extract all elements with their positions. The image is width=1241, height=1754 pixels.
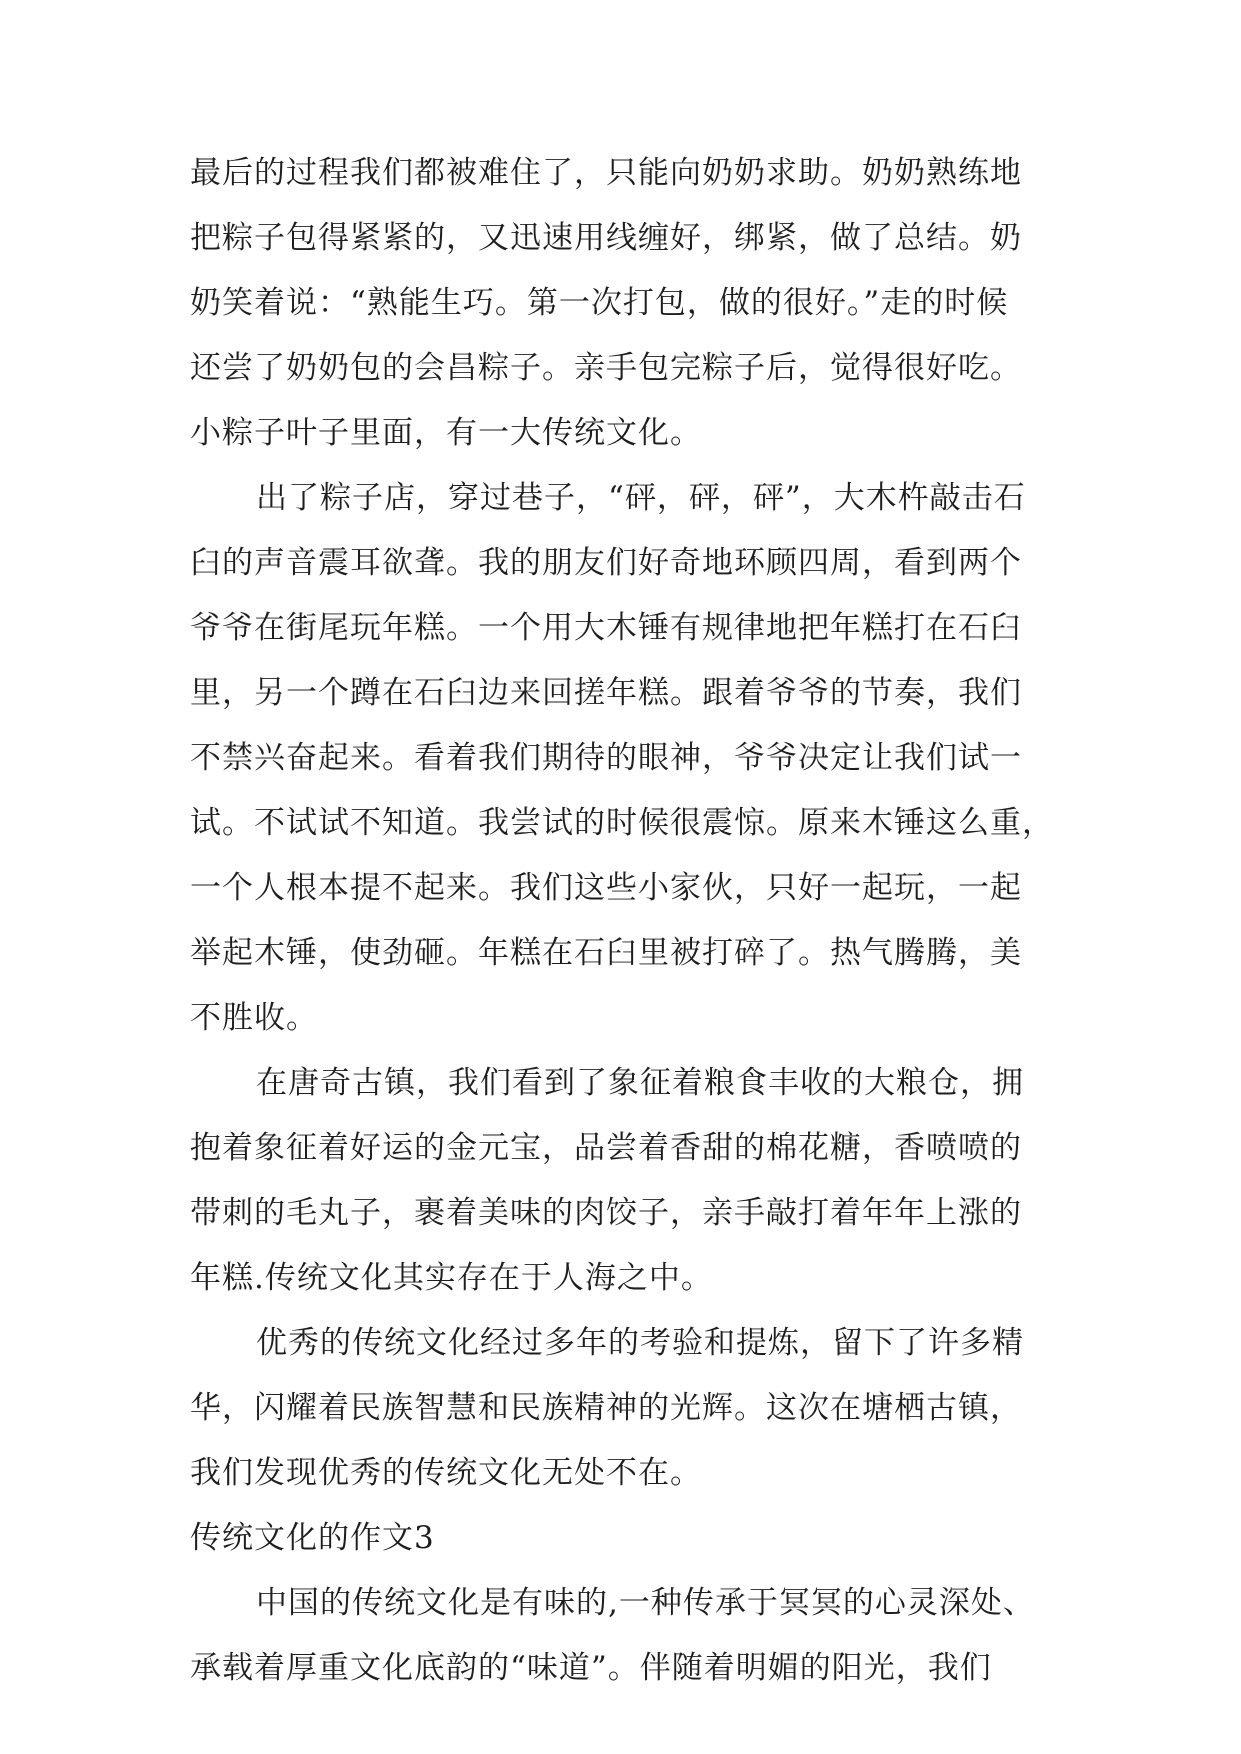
- text-line: 最后的过程我们都被难住了，只能向奶奶求助。奶奶熟练地: [190, 155, 1022, 191]
- text-line: 抱着象征着好运的金元宝，品尝着香甜的棉花糖，香喷喷的: [190, 1130, 1022, 1166]
- text-line: 举起木锤，使劲砸。年糕在石臼里被打碎了。热气腾腾，美: [190, 935, 1022, 971]
- text-line: 不胜收。: [190, 1000, 318, 1036]
- text-line: 一个人根本提不起来。我们这些小家伙，只好一起玩，一起: [190, 870, 1022, 906]
- text-line: 我们发现优秀的传统文化无处不在。: [190, 1455, 702, 1491]
- paragraph-first-line: 中国的传统文化是有味的,一种传承于冥冥的心灵深处、: [256, 1585, 1035, 1621]
- paragraph-first-line: 在唐奇古镇，我们看到了象征着粮食丰收的大粮仓，拥: [256, 1065, 1024, 1101]
- paragraph-first-line: 出了粽子店，穿过巷子，“砰，砰，砰”，大木杵敲击石: [256, 480, 1026, 516]
- text-line: 带刺的毛丸子，裹着美味的肉饺子，亲手敲打着年年上涨的: [190, 1195, 1022, 1231]
- text-line: 臼的声音震耳欲聋。我的朋友们好奇地环顾四周，看到两个: [190, 545, 1022, 581]
- text-line: 爷爷在街尾玩年糕。一个用大木锤有规律地把年糕打在石臼: [190, 610, 1022, 646]
- text-line: 把粽子包得紧紧的，又迅速用线缠好，绑紧，做了总结。奶: [190, 220, 1022, 256]
- text-line: 小粽子叶子里面，有一大传统文化。: [190, 415, 702, 451]
- text-line: 年糕.传统文化其实存在于人海之中。: [190, 1260, 713, 1296]
- text-line: 华，闪耀着民族智慧和民族精神的光辉。这次在塘栖古镇，: [190, 1390, 1022, 1426]
- text-line: 试。不试试不知道。我尝试的时候很震惊。原来木锤这么重，: [190, 805, 1054, 841]
- text-line: 奶笑着说：“熟能生巧。第一次打包，做的很好。”走的时候: [190, 285, 1009, 321]
- paragraph-first-line: 优秀的传统文化经过多年的考验和提炼，留下了许多精: [256, 1325, 1024, 1361]
- text-line: 里，另一个蹲在石臼边来回搓年糕。跟着爷爷的节奏，我们: [190, 675, 1022, 711]
- text-line: 承载着厚重文化底韵的“味道”。伴随着明媚的阳光，我们: [190, 1650, 992, 1686]
- text-line: 还尝了奶奶包的会昌粽子。亲手包完粽子后，觉得很好吃。: [190, 350, 1022, 386]
- text-line: 不禁兴奋起来。看着我们期待的眼神，爷爷决定让我们试一: [190, 740, 1022, 776]
- section-heading: 传统文化的作文3: [190, 1520, 435, 1556]
